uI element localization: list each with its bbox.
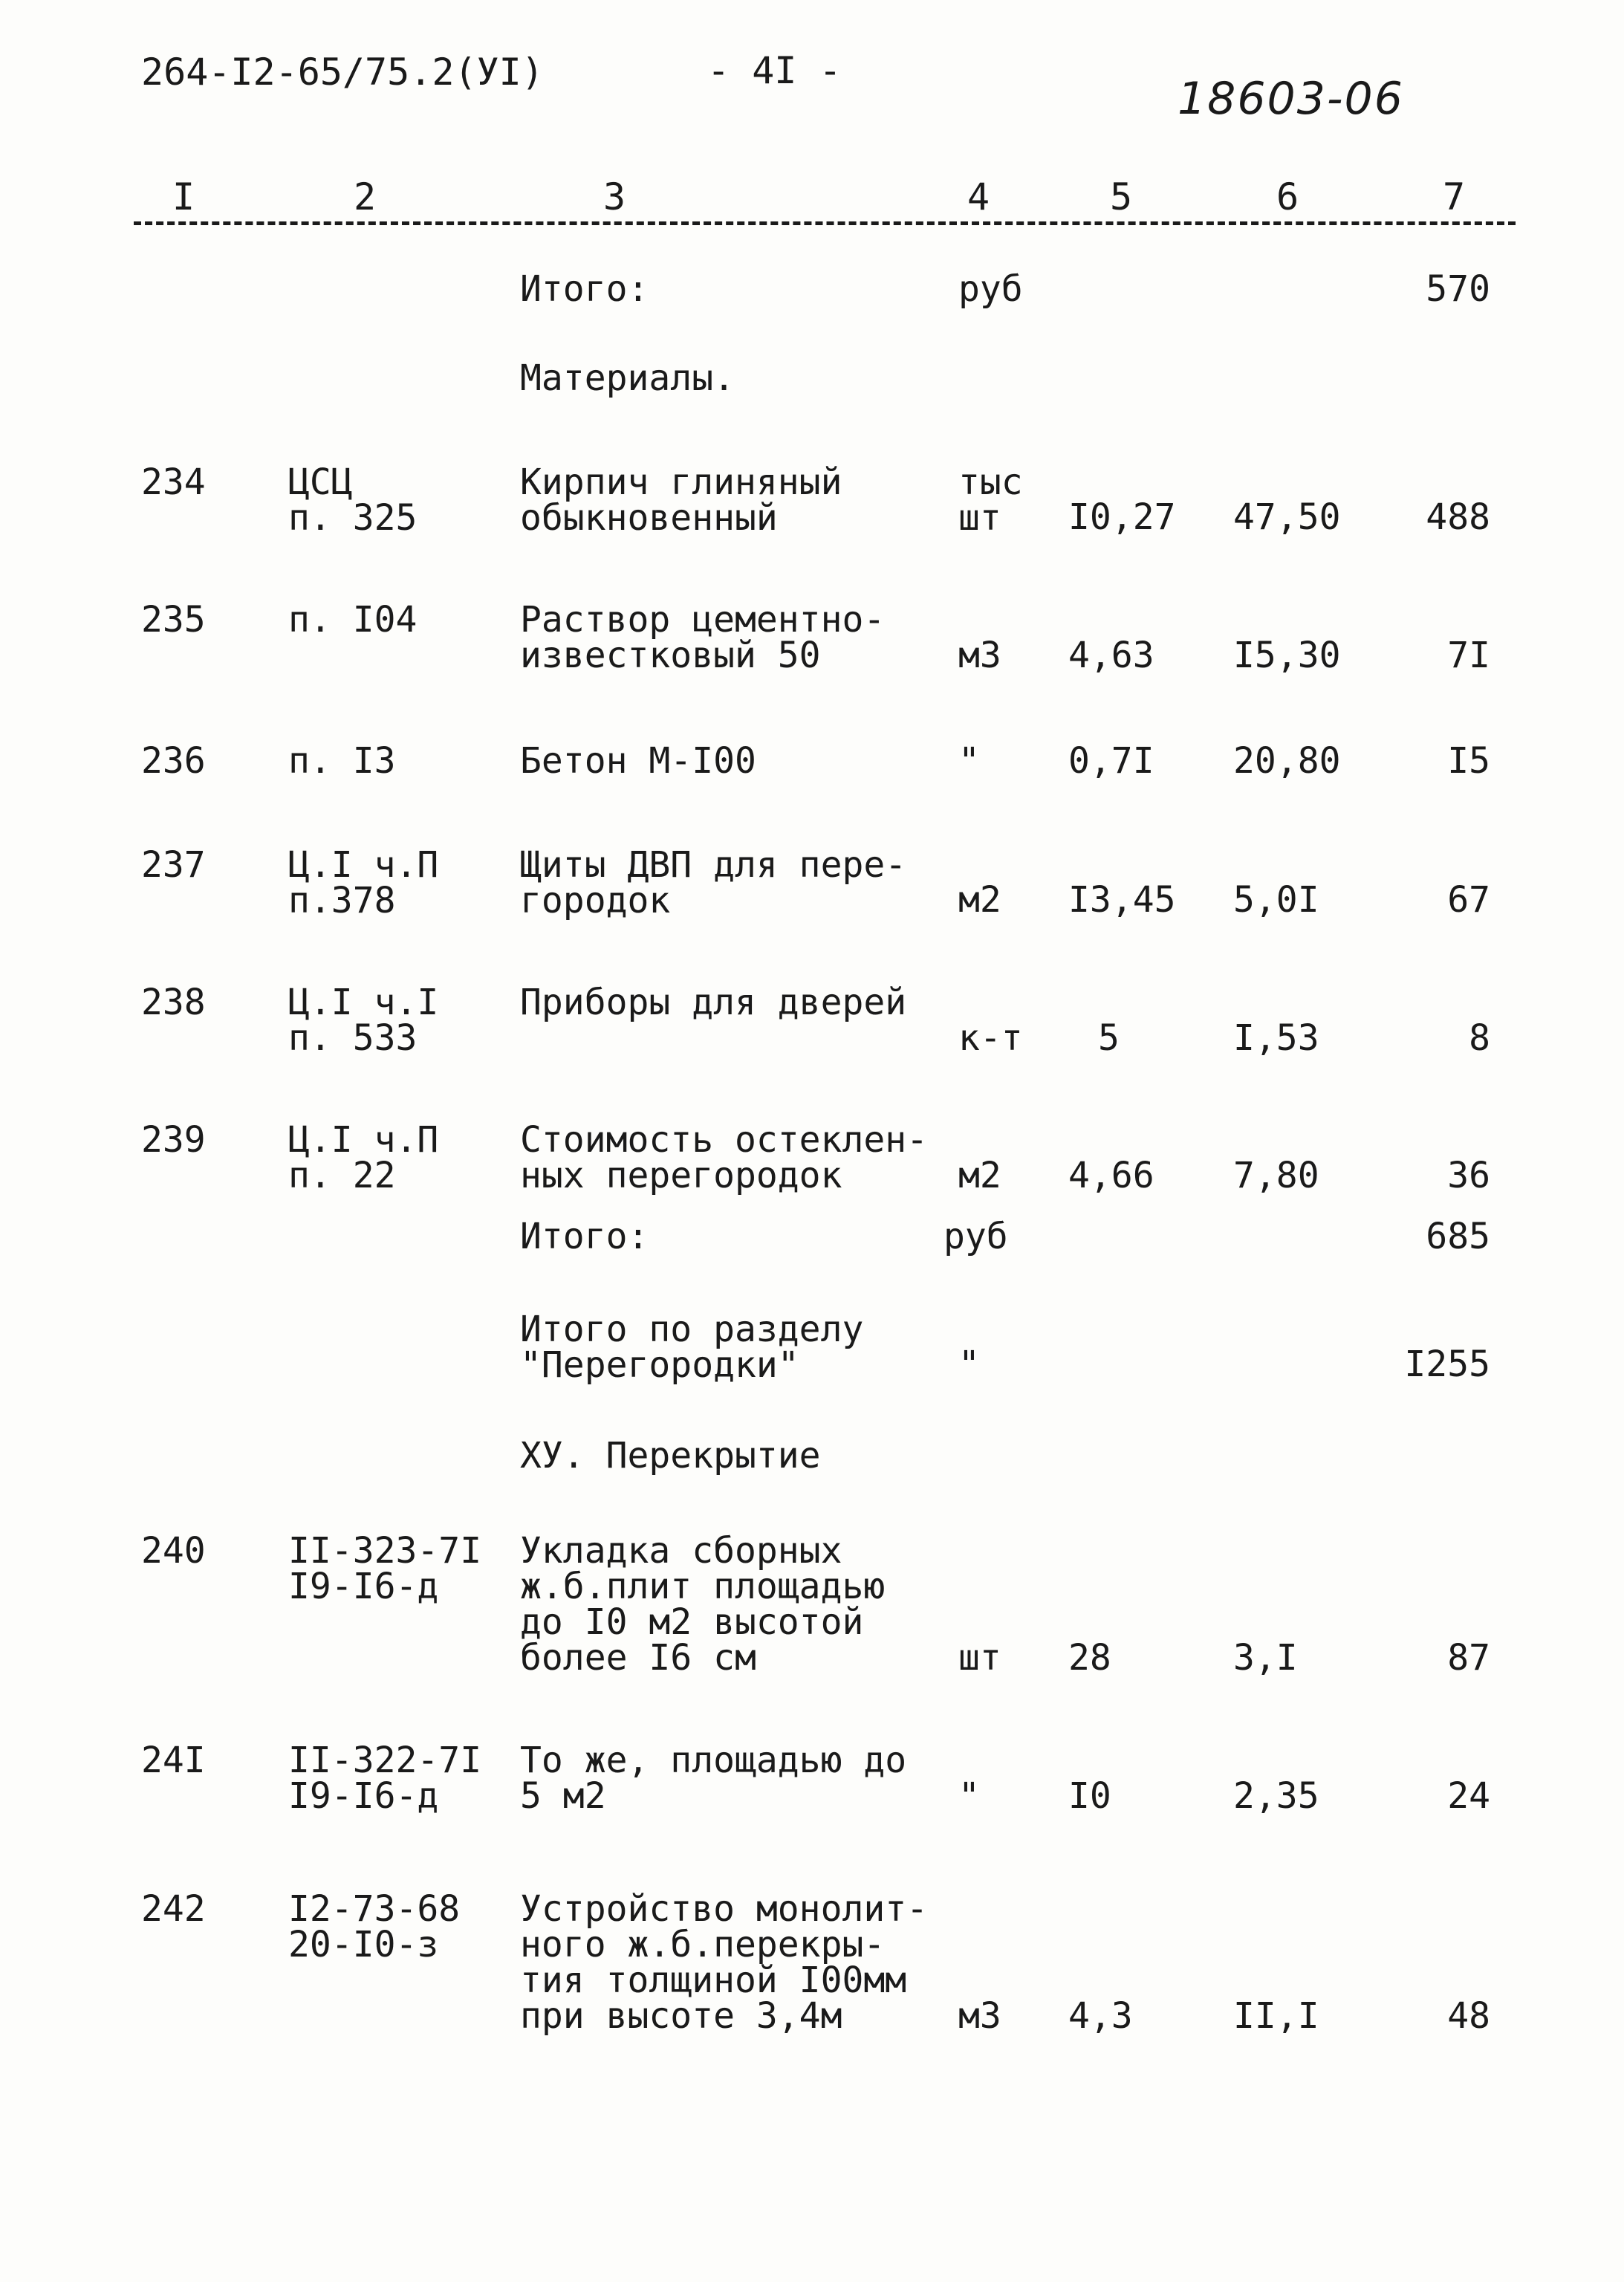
column-number-2: 2: [354, 175, 377, 218]
row-price: I,53: [1233, 1017, 1319, 1059]
row-number: 240: [141, 1530, 206, 1572]
row-quantity: I0: [1068, 1775, 1111, 1817]
row-number: 235: [141, 599, 206, 641]
row-total: 87: [1447, 1637, 1490, 1679]
row-price: 47,50: [1233, 496, 1341, 538]
row-description: Щиты ДВП для пере- городок: [520, 844, 907, 921]
row-number: 238: [141, 982, 206, 1023]
row-description: Итого:: [520, 1216, 649, 1257]
row-reference: Ц.I ч.П п.378: [288, 844, 439, 921]
row-total: I5: [1447, 740, 1490, 782]
header-dashed-rule: [134, 221, 1516, 225]
row-description: Приборы для дверей: [520, 982, 907, 1023]
column-number-3: 3: [603, 175, 626, 218]
column-number-6: 6: [1276, 175, 1299, 218]
row-total: 488: [1426, 496, 1490, 538]
row-quantity: 4,63: [1068, 635, 1154, 676]
row-price: 20,80: [1233, 740, 1341, 782]
row-description: Раствор цементно- известковый 50: [520, 599, 886, 676]
row-reference: п. I04: [288, 599, 418, 641]
row-total: 570: [1426, 268, 1490, 310]
row-unit: м3: [958, 635, 1001, 676]
document-code: 264-I2-65/75.2(УI): [141, 51, 544, 94]
row-number: 236: [141, 740, 206, 782]
section-heading: Материалы.: [520, 357, 735, 399]
row-unit: руб: [943, 1216, 1008, 1257]
row-quantity: I0,27: [1068, 496, 1176, 538]
row-quantity: 4,66: [1068, 1155, 1154, 1196]
row-total: 36: [1447, 1155, 1490, 1196]
handwritten-number: 18603-06: [1178, 73, 1404, 125]
row-description: Кирпич глиняный обыкновенный: [520, 461, 842, 539]
row-number: 242: [141, 1888, 206, 1930]
row-unit: ": [958, 740, 980, 782]
row-number: 24I: [141, 1740, 206, 1781]
row-number: 239: [141, 1119, 206, 1161]
row-total: I255: [1404, 1343, 1490, 1385]
column-number-4: 4: [967, 175, 990, 218]
row-description: То же, площадью до 5 м2: [520, 1740, 907, 1817]
row-reference: Ц.I ч.П п. 22: [288, 1119, 439, 1196]
column-number-1: I: [172, 175, 195, 218]
row-reference: I2-73-68 20-I0-з: [288, 1888, 461, 1965]
row-description: Итого по разделу "Перегородки": [520, 1309, 864, 1386]
row-reference: II-323-7I I9-I6-д: [288, 1530, 482, 1607]
row-reference: п. I3: [288, 740, 396, 782]
row-price: 7,80: [1233, 1155, 1319, 1196]
row-price: II,I: [1233, 1995, 1319, 2037]
row-unit: шт: [958, 1637, 1001, 1679]
row-number: 234: [141, 461, 206, 503]
row-description: Стоимость остеклен- ных перегородок: [520, 1119, 929, 1196]
row-unit: ": [958, 1775, 980, 1817]
row-unit: м2: [958, 879, 1001, 921]
row-unit: ": [958, 1343, 980, 1385]
row-quantity: 5: [1098, 1017, 1120, 1059]
section-heading: ХУ. Перекрытие: [520, 1435, 821, 1477]
row-price: I5,30: [1233, 635, 1341, 676]
row-description: Бетон М-I00: [520, 740, 756, 782]
row-price: 3,I: [1233, 1637, 1298, 1679]
row-quantity: 28: [1068, 1637, 1111, 1679]
row-reference: ЦСЦ п. 325: [288, 461, 418, 539]
row-description: Укладка сборных ж.б.плит площадью до I0 м2 высотой более I6 см: [520, 1530, 886, 1679]
row-unit: м3: [958, 1995, 1001, 2037]
row-reference: II-322-7I I9-I6-д: [288, 1740, 482, 1817]
row-reference: Ц.I ч.I п. 533: [288, 982, 439, 1059]
row-quantity: 4,3: [1068, 1995, 1133, 2037]
row-unit: руб: [958, 268, 1023, 310]
column-number-5: 5: [1110, 175, 1133, 218]
row-quantity: 0,7I: [1068, 740, 1154, 782]
row-unit: к-т: [958, 1017, 1023, 1059]
row-price: 2,35: [1233, 1775, 1319, 1817]
row-description: Устройство монолит- ного ж.б.перекры- тия толщиной I00мм при высоте 3,4м: [520, 1888, 929, 2037]
row-unit: тыс шт: [958, 461, 1023, 539]
row-number: 237: [141, 844, 206, 886]
row-total: 67: [1447, 879, 1490, 921]
row-total: 24: [1447, 1775, 1490, 1817]
row-total: 48: [1447, 1995, 1490, 2037]
row-quantity: I3,45: [1068, 879, 1176, 921]
column-number-7: 7: [1443, 175, 1466, 218]
row-price: 5,0I: [1233, 879, 1319, 921]
row-total: 7I: [1447, 635, 1490, 676]
row-total: 685: [1426, 1216, 1490, 1257]
row-total: 8: [1469, 1017, 1490, 1059]
row-unit: м2: [958, 1155, 1001, 1196]
row-description: Итого:: [520, 268, 649, 310]
page-number: - 4I -: [707, 49, 842, 92]
